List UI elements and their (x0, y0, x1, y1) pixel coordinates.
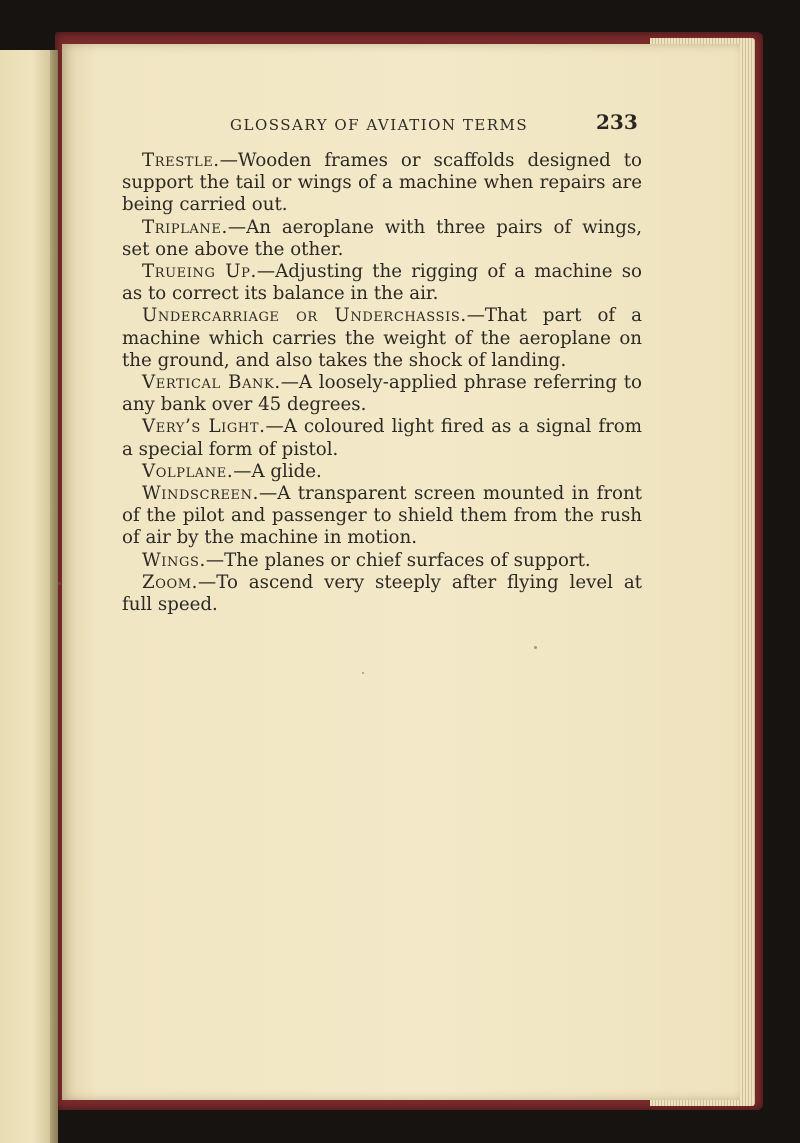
running-head: GLOSSARY OF AVIATION TERMS (230, 116, 529, 134)
entry-term: Trestle. (142, 150, 220, 171)
entry-definition: —A coloured light fired as a signal from a special form of pistol. (122, 416, 642, 460)
entry-definition: —An aeroplane with three pairs of wings, set one above the other. (122, 216, 642, 260)
entry-definition: —The planes or chief surfaces of support. (205, 549, 591, 571)
glossary-entry (122, 150, 642, 217)
glossary-entry (122, 305, 642, 372)
glossary-entry (122, 550, 642, 572)
entry-term: Trueing Up. (142, 261, 257, 283)
glossary-list (122, 150, 642, 616)
facing-page (0, 50, 58, 1143)
entry-term: Zoom. (142, 571, 199, 593)
gutter-shadow (50, 50, 58, 1143)
glossary-entry (122, 483, 642, 550)
entry-term: Very’s Light. (142, 416, 266, 438)
entry-term: Triplane. (142, 216, 228, 238)
entry-term: Volplane. (142, 460, 234, 482)
entry-term: Undercarriage or Underchassis. (142, 305, 467, 327)
entry-definition: —A loosely-applied phrase referring to any bank over 45 degrees. (122, 372, 642, 416)
glossary-entry (122, 572, 642, 616)
entry-definition: —A glide. (233, 460, 322, 482)
entry-definition: —Adjusting the rigging of a machine so as to correct its balance in the air. (122, 261, 642, 305)
entry-definition: —To ascend very steeply after flying level at full speed. (122, 571, 642, 616)
glossary-entry (122, 372, 642, 416)
entry-definition: —That part of a machine which carries the weight of the aeroplane on the ground, and also takes the shock of landing. (122, 305, 642, 371)
glossary-entry (122, 261, 642, 305)
entry-term: Vertical Bank. (142, 372, 281, 394)
glossary-entry (122, 461, 642, 483)
glossary-entry (122, 217, 642, 261)
entry-term: Wings. (142, 549, 206, 571)
paper-speck (58, 582, 61, 585)
entry-definition: —A transparent screen mounted in front of the pilot and passenger to shield them from the rush of air by the machine in motion. (122, 483, 642, 549)
entry-term: Windscreen. (142, 483, 260, 505)
entry-definition: —Wooden frames or scaffolds designed to support the tail or wings of a machine when repairs are being carried out. (122, 150, 642, 216)
paper-speck (534, 646, 537, 649)
glossary-entry (122, 416, 642, 460)
page-number: 233 (596, 110, 638, 134)
paper-speck (362, 672, 364, 674)
